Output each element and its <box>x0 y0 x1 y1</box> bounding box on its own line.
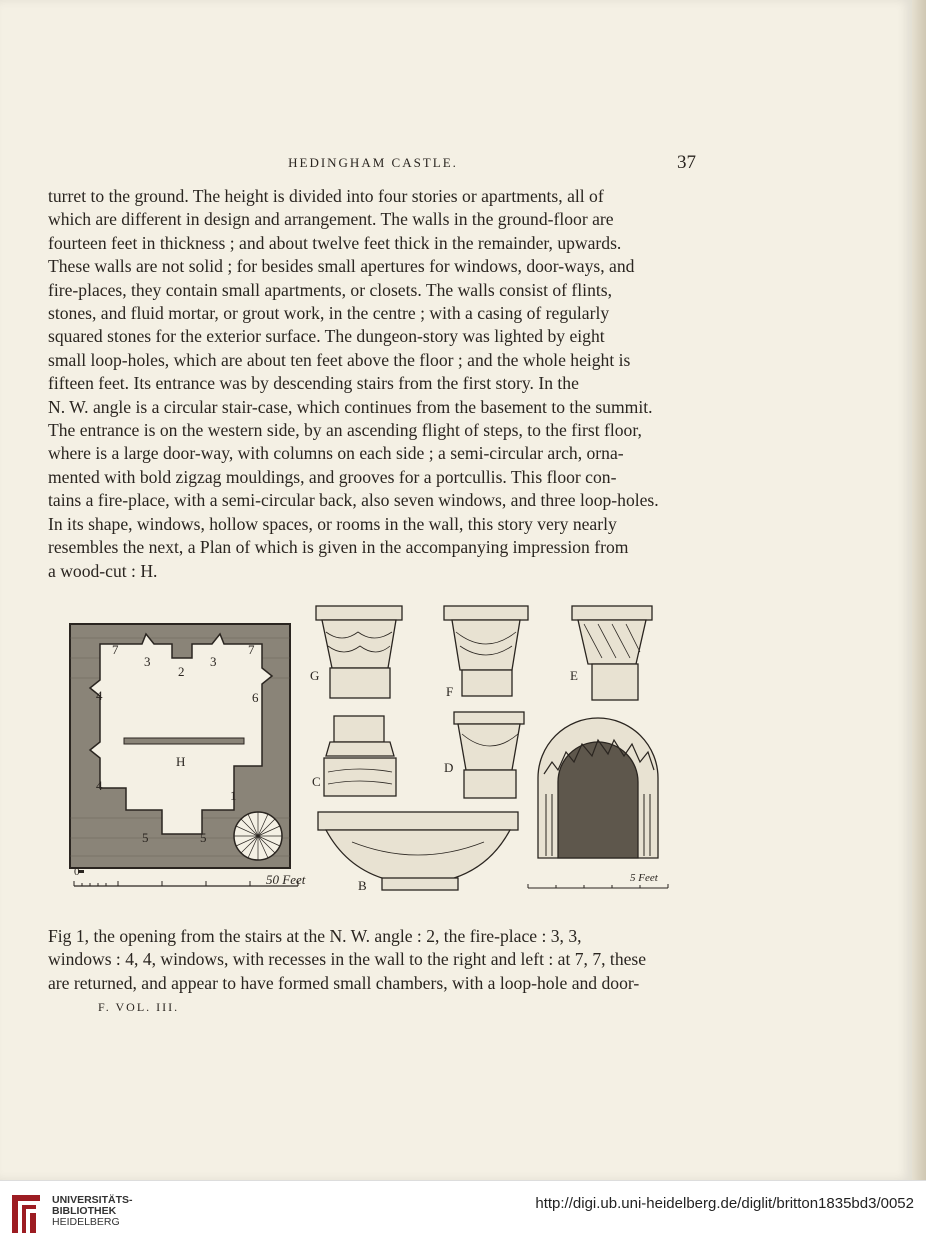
text-line: small loop-holes, which are about ten feet above the floor ; and the whole height is <box>48 349 631 370</box>
text-line: N. W. angle is a circular stair-case, which continues from the basement to the summit. <box>48 396 653 417</box>
caption-line: are returned, and appear to have formed small chambers, with a loop-hole and door- <box>48 972 640 993</box>
detail-label: D <box>444 760 454 775</box>
text-line: These walls are not solid ; for besides small apertures for windows, door-ways, and <box>48 256 635 277</box>
text-line: fourteen feet in thickness ; and about twelve feet thick in the remainder, upwards. <box>48 232 622 253</box>
plan-number: 5 <box>200 830 207 845</box>
plan-number: 4 <box>96 778 103 793</box>
woodcut-figure <box>62 598 672 900</box>
text-line: a wood-cut : H. <box>48 560 158 581</box>
figure-caption <box>48 925 698 995</box>
body-text <box>48 185 698 583</box>
detail-label: E <box>570 668 578 683</box>
detail-label: G <box>310 668 320 683</box>
page-edge <box>912 0 926 1180</box>
logo-line: UNIVERSITÄTS- <box>52 1194 133 1206</box>
plan-number: 3 <box>210 654 217 669</box>
plan-number: 5 <box>142 830 149 845</box>
logo-line: HEIDELBERG <box>52 1216 120 1228</box>
text-line: fifteen feet. Its entrance was by descending stairs from the first story. In the <box>48 373 579 394</box>
page-number: 37 <box>677 152 696 173</box>
text-line: mented with bold zigzag mouldings, and grooves for a portcullis. This floor con- <box>48 466 617 487</box>
plan-label: H <box>176 754 186 769</box>
library-logo-text[interactable] <box>52 1195 133 1228</box>
floor-plan-illustration <box>62 598 302 898</box>
text-line: stones, and fluid mortar, or grout work, in the centre ; with a casing of regularly <box>48 303 610 324</box>
plan-scale-label: 50 Feet <box>266 872 306 887</box>
caption-line: windows : 4, 4, windows, with recesses in the wall to the right and left : at 7, 7, these <box>48 949 647 970</box>
text-line: which are different in design and arrangement. The walls in the ground-floor are <box>48 209 614 230</box>
text-line: resembles the next, a Plan of which is given in the accompanying impression from <box>48 537 629 558</box>
text-line: tains a fire-place, with a semi-circular back, also seven windows, and three loop-holes. <box>48 490 659 511</box>
permalink-url[interactable]: http://digi.ub.uni-heidelberg.de/diglit/britton1835bd3/0052 <box>535 1195 914 1212</box>
text-line: where is a large door-way, with columns on each side ; a semi-circular arch, orna- <box>48 443 624 464</box>
running-head: HEDINGHAM CASTLE. <box>288 155 458 170</box>
signature-mark: F. VOL. III. <box>98 1000 180 1014</box>
detail-label: F <box>446 684 454 699</box>
detail-scale-label: 5 Feet <box>630 872 658 884</box>
text-line: squared stones for the exterior surface. The dungeon-story was lighted by eight <box>48 326 605 347</box>
text-line: In its shape, windows, hollow spaces, or rooms in the wall, this story very nearly <box>48 513 617 534</box>
plan-number: 1 <box>230 788 237 803</box>
university-logo-icon[interactable] <box>8 1191 44 1237</box>
text-line: The entrance is on the western side, by an ascending flight of steps, to the first floor, <box>48 420 642 441</box>
plan-number: 7 <box>112 642 119 657</box>
viewer-footer <box>0 1180 926 1249</box>
logo-line: BIBLIOTHEK <box>52 1205 117 1217</box>
text-line: turret to the ground. The height is divided into four stories or apartments, all of <box>48 186 604 206</box>
detail-label: C <box>312 774 321 789</box>
detail-label: B <box>358 878 367 893</box>
plan-number: 7 <box>248 642 255 657</box>
caption-line: Fig 1, the opening from the stairs at the N. W. angle : 2, the fire-place : 3, 3, <box>48 926 582 946</box>
capitals-illustration <box>312 598 672 898</box>
plan-scale-zero: 0 <box>74 866 80 878</box>
plan-number: 4 <box>96 688 103 703</box>
plan-number: 3 <box>144 654 151 669</box>
plan-number: 6 <box>252 690 259 705</box>
page-header <box>48 152 698 174</box>
text-line: fire-places, they contain small apartments, or closets. The walls consist of flints, <box>48 279 612 300</box>
plan-number: 2 <box>178 664 185 679</box>
